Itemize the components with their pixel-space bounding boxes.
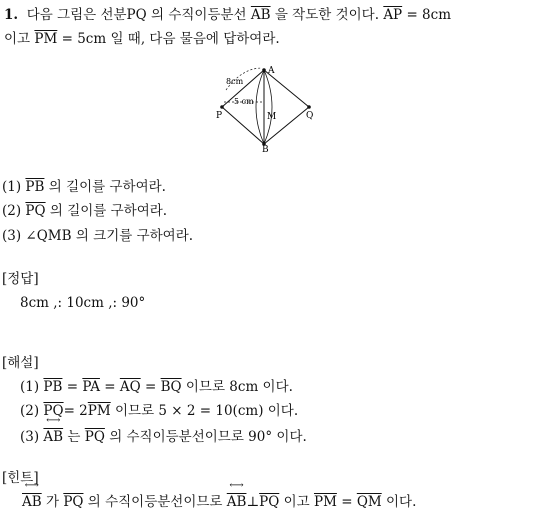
equals-two: = 2 [63,403,88,419]
label-8cm: 8cm [226,77,244,86]
segment-pq: $\overline{PQ}$ [43,403,64,419]
segment-pb: $\overline{PB}$ [43,379,63,395]
problem-number: 1. [4,7,19,23]
label-5cm: 5 cm [234,97,254,106]
hint-heading: [힌트] [2,470,39,486]
question-1 [2,178,166,196]
question-number: (3) [2,228,22,244]
perpendicular-symbol: ⊥ [246,494,260,510]
line-ab: ⟷ $\overline{AB}$ [227,493,247,511]
problem-line-2 [4,30,280,48]
question-text: 의 길이를 구하여라. [49,203,168,219]
equals: = [341,494,353,510]
equals: = [104,379,116,395]
problem-line-1 [4,6,451,24]
line-ab: ⟷ $\overline{AB}$ [22,493,42,511]
explanation-text: 이므로 8cm 이다. [185,379,293,395]
segment-ap: $\overline{AP}$ [383,7,403,23]
question-3 [2,227,193,245]
explanation-line-1 [4,378,293,396]
segment-qm: $\overline{QM}$ [356,494,382,510]
answer-text: 8cm ,: 10cm ,: 90° [20,295,146,311]
label-p: P [216,111,223,121]
problem-text: = 5cm 일 때, 다음 물음에 답하여라. [61,31,280,47]
geometry-figure [212,62,322,154]
problem-text: = 8cm [406,7,452,23]
problem-text: 이고 [4,31,31,47]
hint-text: 이다. [386,494,417,510]
explanation-heading: [해설] [2,355,39,371]
item-number: (3) [20,429,40,445]
segment-pb: $\overline{PB}$ [25,179,45,195]
explanation-text: 의 수직이등분선이므로 90° 이다. [109,429,307,445]
segment-pa: $\overline{PA}$ [82,379,100,395]
hint-text: 의 수직이등분선이므로 [87,494,223,510]
segment-pq: $\overline{PQ}$ [84,429,105,445]
label-b: B [262,145,269,154]
segment-pm: $\overline{PM}$ [34,31,58,47]
equals: = [66,379,79,395]
label-a: A [268,66,275,76]
answer-heading: [정답] [2,271,39,287]
hint-line [22,493,416,511]
equals: = [144,379,157,395]
item-number: (2) [20,403,40,419]
label-q: Q [306,111,314,121]
explanation-line-3 [4,428,307,446]
problem-text: 다음 그림은 선분PQ 의 수직이등분선 [26,7,247,23]
question-text: 의 길이를 구하여라. [48,179,166,195]
segment-bq: $\overline{BQ}$ [160,379,182,395]
item-number: (1) [20,379,40,395]
segment-pq: $\overline{PQ}$ [259,494,280,510]
line-ab: ⟷ $\overline{AB}$ [43,428,63,446]
question-number: (2) [2,203,22,219]
segment-pm: $\overline{PM}$ [313,494,337,510]
segment-aq: $\overline{AQ}$ [119,379,141,395]
segment-pq: $\overline{PQ}$ [25,203,46,219]
line-ab: ⟷ $\overline{AB}$ [251,6,271,24]
label-m: M [267,112,277,122]
problem-text: 을 작도한 것이다. [274,7,380,23]
explanation-text: 이므로 5 × 2 = 10(cm) 이다. [115,403,299,419]
question-text: 의 크기를 구하여라. [75,228,194,244]
explanation-text: 는 [67,429,81,445]
question-number: (1) [2,179,22,195]
hint-text: 이고 [283,494,310,510]
question-2 [2,202,167,220]
segment-pq: $\overline{PQ}$ [63,494,84,510]
angle-qmb: ∠QMB [25,228,72,244]
segment-pm: $\overline{PM}$ [87,403,111,419]
hint-text: 가 [45,494,60,510]
